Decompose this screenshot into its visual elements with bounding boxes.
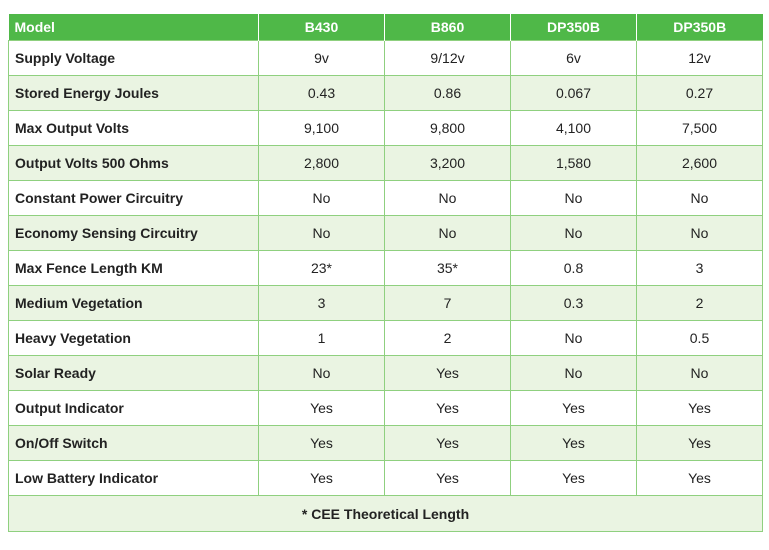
- table-cell: No: [637, 181, 763, 216]
- table-cell: No: [511, 321, 637, 356]
- table-cell: 12v: [637, 41, 763, 76]
- table-cell: Yes: [637, 426, 763, 461]
- table-cell: No: [511, 181, 637, 216]
- table-cell: No: [385, 181, 511, 216]
- row-label: Supply Voltage: [9, 41, 259, 76]
- row-label: Solar Ready: [9, 356, 259, 391]
- table-cell: 7,500: [637, 111, 763, 146]
- table-body: [9, 41, 763, 496]
- table-cell: 3: [259, 286, 385, 321]
- table-cell: Yes: [385, 356, 511, 391]
- header-cell-model: Model: [9, 14, 259, 41]
- row-label: Output Volts 500 Ohms: [9, 146, 259, 181]
- table-cell: 1,580: [511, 146, 637, 181]
- table-row: [9, 321, 763, 356]
- table-row: [9, 76, 763, 111]
- table-cell: 7: [385, 286, 511, 321]
- table-row: [9, 181, 763, 216]
- table-cell: Yes: [259, 426, 385, 461]
- table-cell: No: [259, 356, 385, 391]
- row-label: On/Off Switch: [9, 426, 259, 461]
- header-cell: B430: [259, 14, 385, 41]
- table-row: [9, 426, 763, 461]
- row-label: Output Indicator: [9, 391, 259, 426]
- table-row: [9, 251, 763, 286]
- table-cell: Yes: [385, 391, 511, 426]
- header-cell: B860: [385, 14, 511, 41]
- table-cell: 23*: [259, 251, 385, 286]
- table-cell: 3,200: [385, 146, 511, 181]
- table-cell: 9,800: [385, 111, 511, 146]
- table-cell: 35*: [385, 251, 511, 286]
- table-row: [9, 111, 763, 146]
- table-cell: 2: [637, 286, 763, 321]
- table-cell: No: [259, 216, 385, 251]
- table-cell: Yes: [259, 461, 385, 496]
- table-row: [9, 286, 763, 321]
- table-cell: 0.067: [511, 76, 637, 111]
- table-cell: 6v: [511, 41, 637, 76]
- table-cell: 9,100: [259, 111, 385, 146]
- table-cell: 0.3: [511, 286, 637, 321]
- table-cell: Yes: [385, 461, 511, 496]
- table-cell: No: [385, 216, 511, 251]
- table-cell: No: [259, 181, 385, 216]
- table-cell: Yes: [511, 391, 637, 426]
- table-cell: 4,100: [511, 111, 637, 146]
- header-cell: DP350B: [511, 14, 637, 41]
- table-cell: 2: [385, 321, 511, 356]
- footnote-row: [9, 496, 763, 532]
- table-cell: Yes: [637, 461, 763, 496]
- table-cell: 1: [259, 321, 385, 356]
- table-cell: Yes: [511, 461, 637, 496]
- table-row: [9, 41, 763, 76]
- table-row: [9, 146, 763, 181]
- row-label: Economy Sensing Circuitry: [9, 216, 259, 251]
- row-label: Stored Energy Joules: [9, 76, 259, 111]
- table-row: [9, 216, 763, 251]
- row-label: Low Battery Indicator: [9, 461, 259, 496]
- table-cell: 2,800: [259, 146, 385, 181]
- table-cell: No: [637, 356, 763, 391]
- table-cell: 0.5: [637, 321, 763, 356]
- spec-table: [8, 14, 763, 532]
- table-cell: 0.27: [637, 76, 763, 111]
- table-cell: 9v: [259, 41, 385, 76]
- row-label: Max Output Volts: [9, 111, 259, 146]
- table-cell: 0.43: [259, 76, 385, 111]
- table-cell: No: [511, 356, 637, 391]
- table-cell: Yes: [511, 426, 637, 461]
- table-row: [9, 356, 763, 391]
- header-cell: DP350B: [637, 14, 763, 41]
- row-label: Heavy Vegetation: [9, 321, 259, 356]
- table-cell: Yes: [385, 426, 511, 461]
- table-cell: 0.86: [385, 76, 511, 111]
- table-row: [9, 461, 763, 496]
- table-cell: 2,600: [637, 146, 763, 181]
- row-label: Max Fence Length KM: [9, 251, 259, 286]
- table-cell: Yes: [259, 391, 385, 426]
- row-label: Constant Power Circuitry: [9, 181, 259, 216]
- row-label: Medium Vegetation: [9, 286, 259, 321]
- table-cell: No: [637, 216, 763, 251]
- table-cell: 3: [637, 251, 763, 286]
- table-cell: No: [511, 216, 637, 251]
- table-cell: Yes: [637, 391, 763, 426]
- footnote: * CEE Theoretical Length: [9, 496, 763, 532]
- table-row: [9, 391, 763, 426]
- header-row: [9, 14, 763, 41]
- table-cell: 0.8: [511, 251, 637, 286]
- table-cell: 9/12v: [385, 41, 511, 76]
